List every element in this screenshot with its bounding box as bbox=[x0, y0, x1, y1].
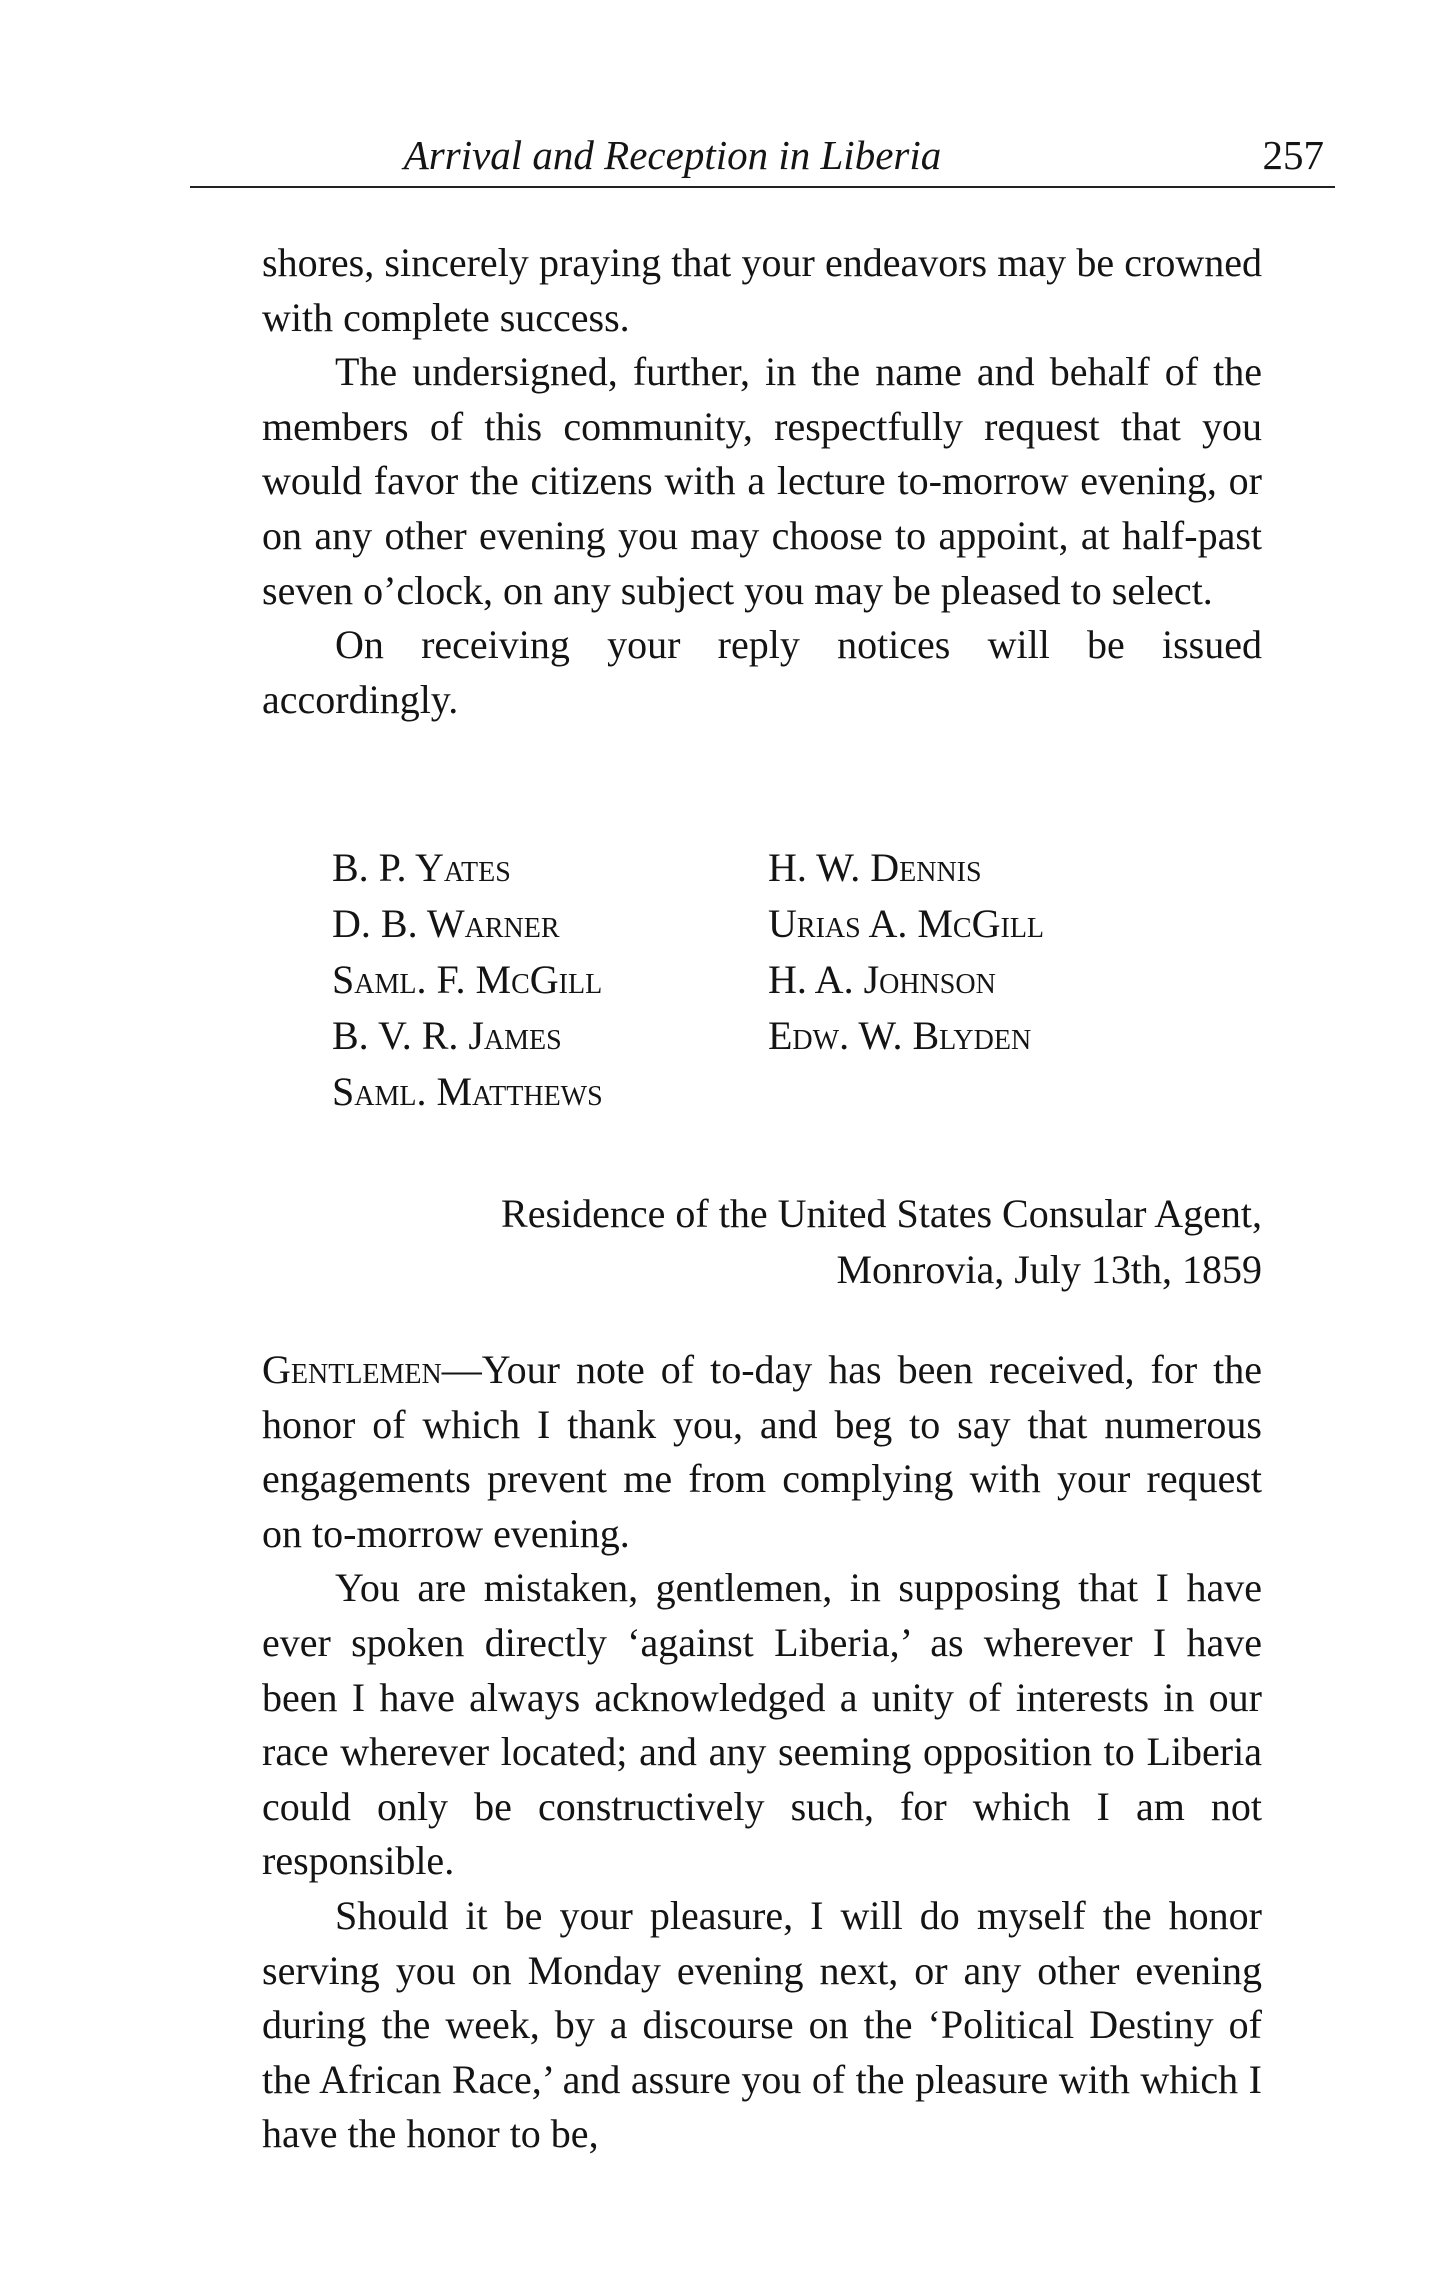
signatory: H. W. Dennis bbox=[768, 845, 982, 890]
dateline bbox=[501, 1186, 1262, 1298]
signatory: Saml. Matthews bbox=[332, 1069, 603, 1114]
signatories-left bbox=[332, 840, 603, 1120]
paragraph: On receiving your reply notices will be issued accordingly. bbox=[262, 622, 1262, 722]
signatories-right bbox=[768, 840, 1044, 1064]
signatory: Saml. F. McGill bbox=[332, 957, 603, 1002]
paragraph: The undersigned, further, in the name and behalf of the members of this community, respectfully request that you would favor the citizens with a lecture to-morrow evening, or on any other evening you may choose to appoint, at half-past seven o’clock, on any subject you may be pleased to select. bbox=[262, 349, 1262, 613]
paragraph: shores, sincerely praying that your endeavors may be crowned with complete success. bbox=[262, 240, 1262, 340]
signatory: Urias A. McGill bbox=[768, 901, 1045, 946]
running-title: Arrival and Reception in Liberia bbox=[403, 132, 942, 178]
running-head bbox=[190, 122, 1340, 180]
signatory: B. V. R. James bbox=[332, 1013, 562, 1058]
header-rule bbox=[190, 186, 1335, 188]
reply-opening-text: —Your note of to-day has been received, for the honor of which I thank you, and beg to say that numerous engagements prevent me from complying with your request on to-morrow evening. bbox=[262, 1347, 1262, 1556]
paragraph: Should it be your pleasure, I will do myself the honor serving you on Monday evening next, or any other evening during the week, by a discourse on the ‘Political Destiny of the African Race,’ and assure you of the pleasure with which I have the honor to be, bbox=[262, 1892, 1262, 2157]
page-number: 257 bbox=[1262, 132, 1324, 178]
dateline-date: Monrovia, July 13th, 1859 bbox=[836, 1247, 1262, 1292]
dateline-place: Residence of the United States Consular Agent, bbox=[501, 1191, 1262, 1236]
signatory: Edw. W. Blyden bbox=[768, 1013, 1032, 1058]
paragraph: You are mistaken, gentlemen, in supposing that I have ever spoken directly ‘against Liberia,’ as wherever I have been I have always acknowledged a unity of interests in our race wherever located; and any seeming opposition to Liberia could only be constructively such, for which I am not responsible. bbox=[262, 1565, 1262, 1884]
signatory: B. P. Yates bbox=[332, 845, 511, 890]
reply-body bbox=[262, 1343, 1262, 2162]
salutation: Gentlemen bbox=[262, 1347, 442, 1392]
signatory: D. B. Warner bbox=[332, 901, 560, 946]
signatory: H. A. Johnson bbox=[768, 957, 996, 1002]
letter-body bbox=[262, 236, 1262, 727]
reply-opening bbox=[262, 1343, 1262, 1561]
